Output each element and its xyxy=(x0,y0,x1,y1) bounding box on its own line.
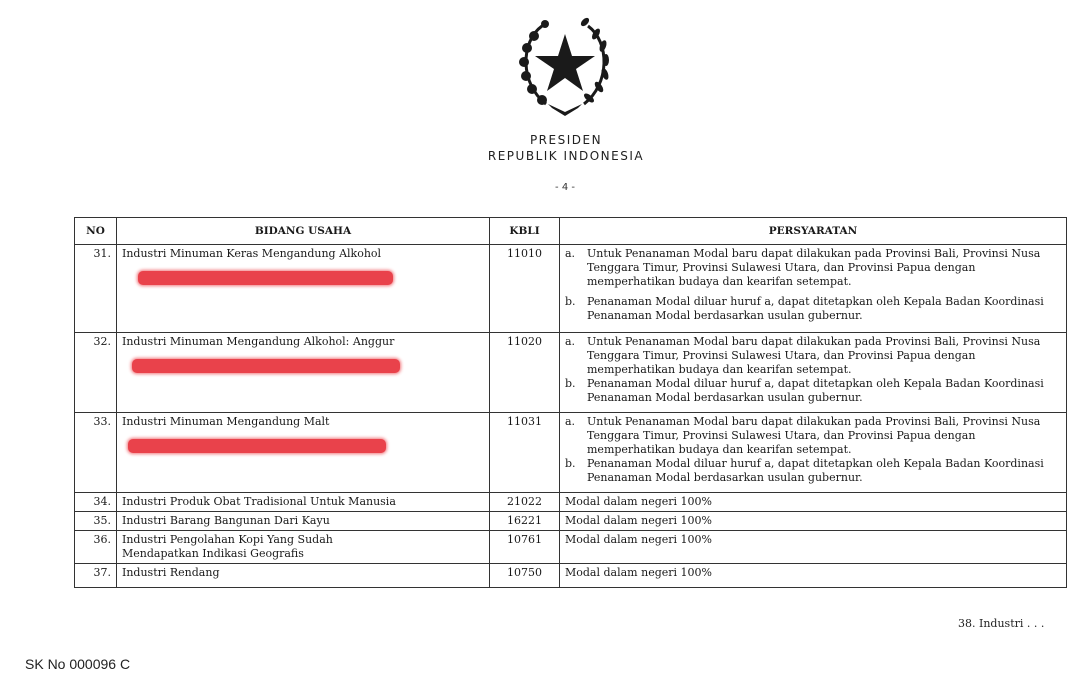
bidang-usaha-text: Industri Minuman Mengandung Alkohol: Anggur xyxy=(122,335,395,348)
persyaratan-text: Modal dalam negeri 100% xyxy=(560,512,1067,531)
header-line-president: PRESIDEN xyxy=(529,133,603,147)
persyaratan-cell xyxy=(560,333,1067,413)
document-code: SK No 000096 C xyxy=(25,656,131,672)
requirement-text: Penanaman Modal diluar huruf a, dapat ditetapkan oleh Kepala Badan Koordinasi Penanaman Modal berdasarkan usulan gubernur. xyxy=(587,295,1044,322)
table-row xyxy=(75,531,1067,564)
persyaratan-cell xyxy=(560,413,1067,493)
continuation-note: 38. Industri . . . xyxy=(958,617,1045,630)
column-header-bidang-usaha: BIDANG USAHA xyxy=(117,218,490,245)
kbli-code: 21022 xyxy=(490,493,560,512)
requirement-text: Untuk Penanaman Modal baru dapat dilakukan pada Provinsi Bali, Provinsi Nusa Tenggara Timur, Provinsi Sulawesi Utara, dan Provinsi Papua dengan memperhatikan budaya dan kearifan setempat. xyxy=(587,247,1041,288)
requirement-label: b. xyxy=(565,295,576,308)
requirement-label: a. xyxy=(565,335,576,348)
table-row xyxy=(75,333,1067,413)
row-number: 36. xyxy=(75,531,117,564)
bidang-usaha-cell xyxy=(117,245,490,333)
redaction-mark xyxy=(132,359,400,373)
redaction-mark xyxy=(128,439,386,453)
table-row xyxy=(75,512,1067,531)
row-number: 32. xyxy=(75,333,117,413)
bidang-usaha-cell xyxy=(117,413,490,493)
table-header-row xyxy=(75,218,1067,245)
bidang-usaha-text: Industri Minuman Mengandung Malt xyxy=(122,415,330,428)
kbli-code: 11031 xyxy=(490,413,560,493)
requirement-text: Untuk Penanaman Modal baru dapat dilakukan pada Provinsi Bali, Provinsi Nusa Tenggara Timur, Provinsi Sulawesi Utara, dan Provinsi Papua dengan memperhatikan budaya dan kearifan setempat. xyxy=(587,415,1041,456)
requirement-item xyxy=(565,247,1061,289)
row-number: 33. xyxy=(75,413,117,493)
kbli-code: 10750 xyxy=(490,564,560,588)
requirement-label: a. xyxy=(565,415,576,428)
table-row xyxy=(75,493,1067,512)
kbli-code: 10761 xyxy=(490,531,560,564)
row-number: 34. xyxy=(75,493,117,512)
persyaratan-text: Modal dalam negeri 100% xyxy=(560,493,1067,512)
table-row xyxy=(75,564,1067,588)
table-row xyxy=(75,245,1067,333)
row-number: 31. xyxy=(75,245,117,333)
column-header-kbli: KBLI xyxy=(490,218,560,245)
row-number: 37. xyxy=(75,564,117,588)
requirement-item xyxy=(565,377,1061,405)
redaction-mark xyxy=(138,271,393,285)
bidang-usaha-text: Industri Pengolahan Kopi Yang Sudah Mendapatkan Indikasi Geografis xyxy=(117,531,490,564)
requirement-label: a. xyxy=(565,247,576,260)
business-field-table xyxy=(74,217,1067,588)
persyaratan-text: Modal dalam negeri 100% xyxy=(560,564,1067,588)
requirement-item xyxy=(565,457,1061,485)
requirement-text: Penanaman Modal diluar huruf a, dapat ditetapkan oleh Kepala Badan Koordinasi Penanaman Modal berdasarkan usulan gubernur. xyxy=(587,457,1044,484)
requirement-item xyxy=(565,295,1061,323)
kbli-code: 11010 xyxy=(490,245,560,333)
persyaratan-cell xyxy=(560,245,1067,333)
requirement-item xyxy=(565,415,1061,457)
requirement-item xyxy=(565,335,1061,377)
requirement-text: Untuk Penanaman Modal baru dapat dilakukan pada Provinsi Bali, Provinsi Nusa Tenggara Timur, Provinsi Sulawesi Utara, dan Provinsi Papua dengan memperhatikan budaya dan kearifan setempat. xyxy=(587,335,1041,376)
bidang-usaha-cell xyxy=(117,333,490,413)
requirement-label: b. xyxy=(565,457,576,470)
bidang-usaha-text: Industri Produk Obat Tradisional Untuk Manusia xyxy=(117,493,490,512)
presidential-emblem-icon xyxy=(512,12,618,118)
bidang-usaha-text: Industri Minuman Keras Mengandung Alkohol xyxy=(122,247,382,260)
persyaratan-text: Modal dalam negeri 100% xyxy=(560,531,1067,564)
requirement-text: Penanaman Modal diluar huruf a, dapat ditetapkan oleh Kepala Badan Koordinasi Penanaman Modal berdasarkan usulan gubernur. xyxy=(587,377,1044,404)
row-number: 35. xyxy=(75,512,117,531)
header-line-republic: REPUBLIK INDONESIA xyxy=(487,149,645,163)
requirement-label: b. xyxy=(565,377,576,390)
column-header-persyaratan: PERSYARATAN xyxy=(560,218,1067,245)
table-row xyxy=(75,413,1067,493)
column-header-no: NO xyxy=(75,218,117,245)
kbli-code: 16221 xyxy=(490,512,560,531)
page-number: - 4 - xyxy=(555,182,575,193)
kbli-code: 11020 xyxy=(490,333,560,413)
bidang-usaha-text: Industri Rendang xyxy=(117,564,490,588)
bidang-usaha-text: Industri Barang Bangunan Dari Kayu xyxy=(117,512,490,531)
